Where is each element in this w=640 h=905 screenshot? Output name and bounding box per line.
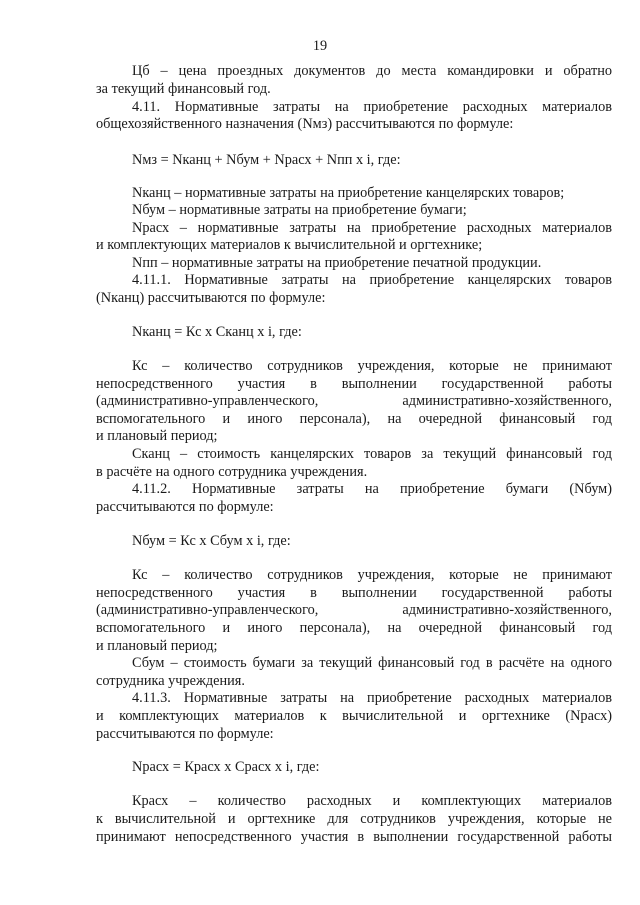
text-line: Nканц – нормативные затраты на приобретение канцелярских товаров; [132,185,565,201]
text-line: Цб – цена проездных документов до места командировки и обратно [132,63,612,79]
text-line: и плановый период; [96,638,218,654]
text-line: рассчитываются по формуле: [96,726,274,742]
text-line: и плановый период; [96,428,218,444]
text-line: принимают непосредственного участия в выполнении государственной работы [96,829,612,845]
formula: Nрасх = Красх x Срасх x i, где: [132,759,320,775]
text-line: вспомогательного и иного персонала), на очередной финансовый год [96,620,612,636]
text-line: (Nканц) рассчитываются по формуле: [96,290,326,306]
text-line: к вычислительной и оргтехнике для сотрудников учреждения, которые не [96,811,612,827]
page-number: 19 [312,38,328,54]
text-line: Nпп – нормативные затраты на приобретение печатной продукции. [132,255,542,271]
text-line: (административно-управленческого, административно-хозяйственного, [96,602,612,618]
text-line: 4.11.2. Нормативные затраты на приобретение бумаги (Nбум) [132,481,612,497]
formula: Nканц = Кс x Сканц x i, где: [132,324,302,340]
text-line: Nбум – нормативные затраты на приобретение бумаги; [132,202,467,218]
text-line: и комплектующих материалов к вычислительной и оргтехнике (Nрасх) [96,708,612,724]
text-line: 4.11.1. Нормативные затраты на приобретение канцелярских товаров [132,272,612,288]
text-line: непосредственного участия в выполнении государственной работы [96,376,612,392]
formula: Nбум = Кс x Сбум x i, где: [132,533,291,549]
text-line: Сбум – стоимость бумаги за текущий финансовый год в расчёте на одного [132,655,612,671]
text-line: Кс – количество сотрудников учреждения, которые не принимают [132,567,612,583]
text-line: Сканц – стоимость канцелярских товаров за текущий финансовый год [132,446,612,462]
text-line: Красх – количество расходных и комплектующих материалов [132,793,612,809]
formula: Nмз = Nканц + Nбум + Nрасх + Nпп x i, где: [132,152,401,168]
text-line: в расчёте на одного сотрудника учреждения. [96,464,368,480]
text-line: Кс – количество сотрудников учреждения, которые не принимают [132,358,612,374]
text-line: и комплектующих материалов к вычислительной и оргтехнике; [96,237,483,253]
text-line: 4.11.3. Нормативные затраты на приобретение расходных материалов [132,690,612,706]
text-line: вспомогательного и иного персонала), на очередной финансовый год [96,411,612,427]
text-line: Nрасх – нормативные затраты на приобретение расходных материалов [132,220,612,236]
text-line: общехозяйственного назначения (Nмз) рассчитываются по формуле: [96,116,514,132]
text-line: непосредственного участия в выполнении государственной работы [96,585,612,601]
text-line: рассчитываются по формуле: [96,499,274,515]
text-line: 4.11. Нормативные затраты на приобретение расходных материалов [132,99,612,115]
text-line: за текущий финансовый год. [96,81,271,97]
text-line: сотрудника учреждения. [96,673,245,689]
text-line: (административно-управленческого, административно-хозяйственного, [96,393,612,409]
